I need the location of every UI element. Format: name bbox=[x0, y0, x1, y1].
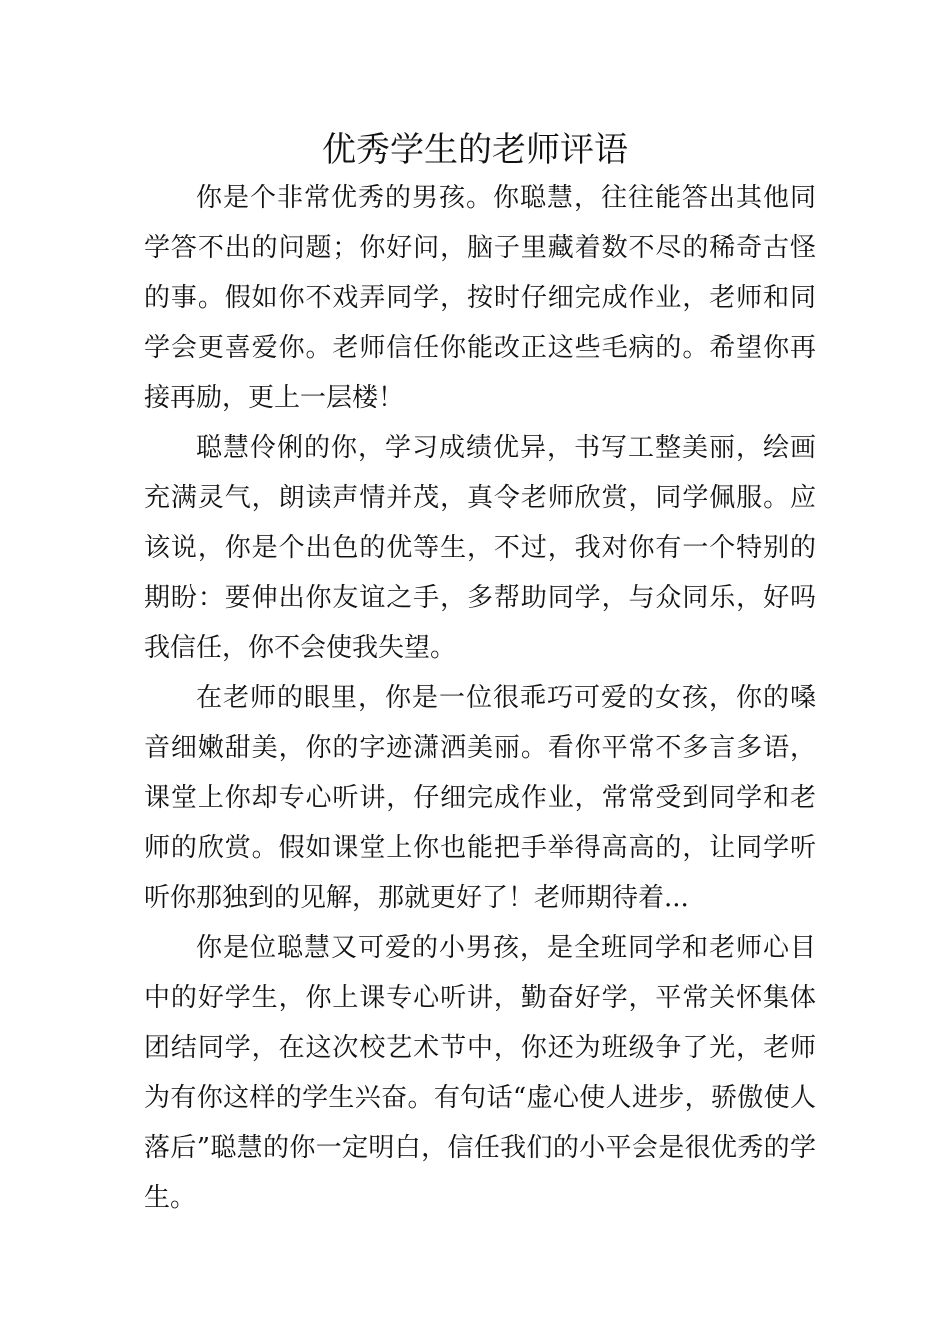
document-title: 优秀学生的老师评语 bbox=[322, 130, 628, 170]
document-body bbox=[144, 173, 816, 1223]
comment-paragraph-2: 聪慧伶俐的你，学习成绩优异，书写工整美丽，绘画充满灵气，朗读声情并茂，真令老师欣赏，同学佩服。应该说，你是个出色的优等生，不过，我对你有一个特别的期盼：要伸出你友谊之手，多帮助同学，与众同乐，好吗我信任，你不会使我失望。 bbox=[144, 433, 816, 663]
comment-paragraph-3: 在老师的眼里，你是一位很乖巧可爱的女孩，你的嗓音细嫩甜美，你的字迹潇洒美丽。看你平常不多言多语，课堂上你却专心听讲，仔细完成作业，常常受到同学和老师的欣赏。假如课堂上你也能把手举得高高的，让同学听听你那独到的见解，那就更好了！老师期待着... bbox=[144, 683, 816, 913]
comment-paragraph-4: 你是位聪慧又可爱的小男孩，是全班同学和老师心目中的好学生，你上课专心听讲，勤奋好学，平常关怀集体团结同学，在这次校艺术节中，你还为班级争了光，老师为有你这样的学生兴奋。有句话“虚心使人进步，骄傲使人落后”聪慧的你一定明白，信任我们的小平会是很优秀的学生。 bbox=[144, 933, 816, 1213]
comment-paragraph-1: 你是个非常优秀的男孩。你聪慧，往往能答出其他同学答不出的问题；你好问，脑子里藏着数不尽的稀奇古怪的事。假如你不戏弄同学，按时仔细完成作业，老师和同学会更喜爱你。老师信任你能改正这些毛病的。希望你再接再励，更上一层楼！ bbox=[144, 183, 816, 413]
